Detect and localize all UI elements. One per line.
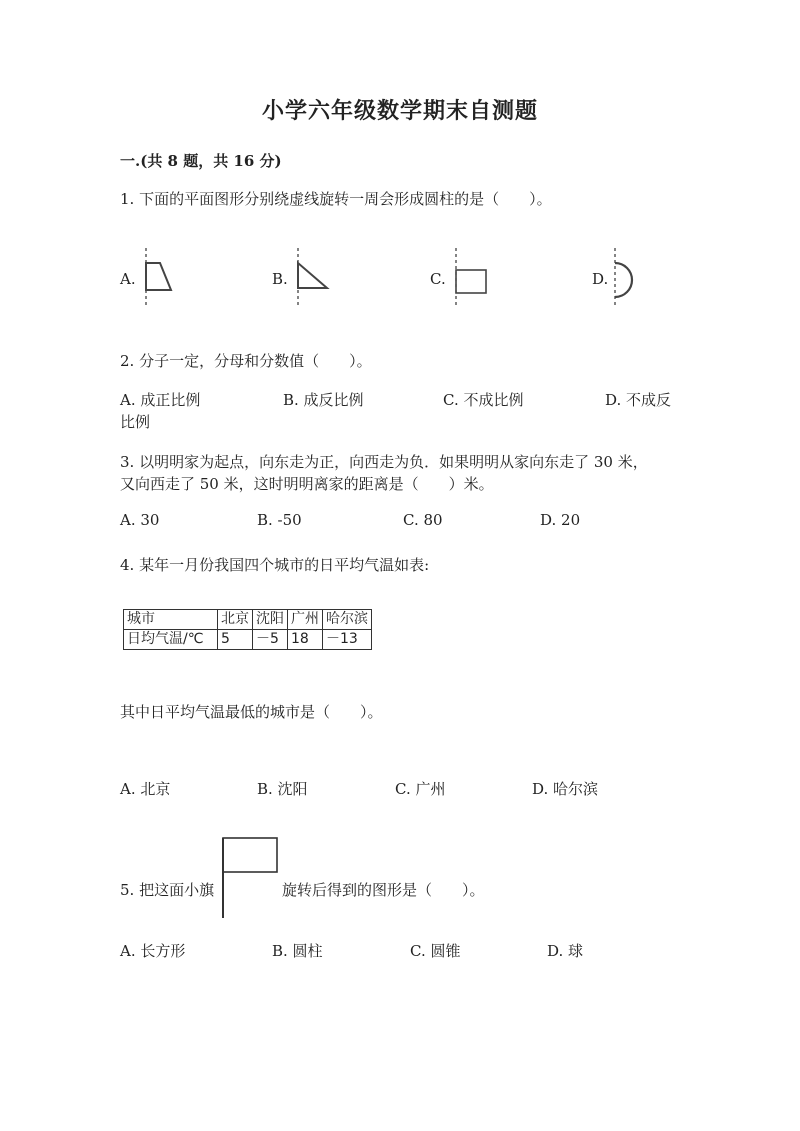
- table-cell: 哈尔滨: [323, 610, 372, 630]
- table-cell: －13: [323, 630, 372, 650]
- q2-option-d[interactable]: D. 不成反: [605, 391, 672, 409]
- q4-option-c[interactable]: C. 广州: [395, 780, 446, 798]
- q5-option-d[interactable]: D. 球: [547, 942, 584, 960]
- q1-figure-d: [606, 246, 642, 308]
- table-cell: 北京: [218, 610, 253, 630]
- q3-option-c[interactable]: C. 80: [403, 511, 443, 529]
- question-2-text: 2. 分子一定，分母和分数值（ ）。: [120, 352, 372, 370]
- q1-option-c[interactable]: C.: [430, 270, 446, 288]
- q4-option-a[interactable]: A. 北京: [120, 780, 171, 798]
- page-title: 小学六年级数学期末自测题: [261, 98, 538, 124]
- question-1-text: 1. 下面的平面图形分别绕虚线旋转一周会形成圆柱的是（ ）。: [120, 190, 552, 208]
- table-cell: 沈阳: [253, 610, 288, 630]
- table-cell: 5: [218, 630, 253, 650]
- section-heading: 一.(共 8 题，共 16 分): [120, 152, 282, 170]
- q2-option-a[interactable]: A. 成正比例: [120, 391, 201, 409]
- table-header-row: [124, 610, 372, 630]
- table-cell: 广州: [288, 610, 323, 630]
- table-cell: 日均气温/℃: [124, 630, 218, 650]
- q5-option-a[interactable]: A. 长方形: [120, 942, 186, 960]
- question-5-prefix: 5. 把这面小旗: [120, 881, 215, 899]
- q1-figure-a: [140, 246, 180, 308]
- q2-option-b[interactable]: B. 成反比例: [283, 391, 364, 409]
- q1-option-a[interactable]: A.: [120, 270, 136, 288]
- q1-figure-c: [450, 246, 494, 308]
- table-cell: 18: [288, 630, 323, 650]
- q1-figure-b: [292, 246, 332, 308]
- flag-figure: [218, 836, 282, 922]
- q2-option-c[interactable]: C. 不成比例: [443, 391, 524, 409]
- question-4-text: 4. 某年一月份我国四个城市的日平均气温如表:: [120, 556, 430, 574]
- q1-option-b[interactable]: B.: [272, 270, 288, 288]
- q5-option-c[interactable]: C. 圆锥: [410, 942, 461, 960]
- table-row: [124, 630, 372, 650]
- table-cell: －5: [253, 630, 288, 650]
- q4-option-b[interactable]: B. 沈阳: [257, 780, 308, 798]
- q5-option-b[interactable]: B. 圆柱: [272, 942, 323, 960]
- question-3-line-2: 又向西走了 50 米，这时明明离家的距离是（ ）米。: [120, 475, 494, 493]
- q4-option-d[interactable]: D. 哈尔滨: [532, 780, 599, 798]
- question-3-line-1: 3. 以明明家为起点，向东走为正，向西走为负．如果明明从家向东走了 30 米，: [120, 453, 648, 471]
- q2-option-d-wrap: 比例: [120, 413, 151, 431]
- temperature-table: [123, 609, 372, 650]
- question-5-suffix: 旋转后得到的图形是（ ）。: [282, 881, 485, 899]
- table-cell: 城市: [124, 610, 218, 630]
- q3-option-b[interactable]: B. -50: [257, 511, 302, 529]
- q1-option-d[interactable]: D.: [592, 270, 609, 288]
- question-4-prompt: 其中日平均气温最低的城市是（ ）。: [120, 703, 383, 721]
- q3-option-d[interactable]: D. 20: [540, 511, 581, 529]
- q3-option-a[interactable]: A. 30: [120, 511, 160, 529]
